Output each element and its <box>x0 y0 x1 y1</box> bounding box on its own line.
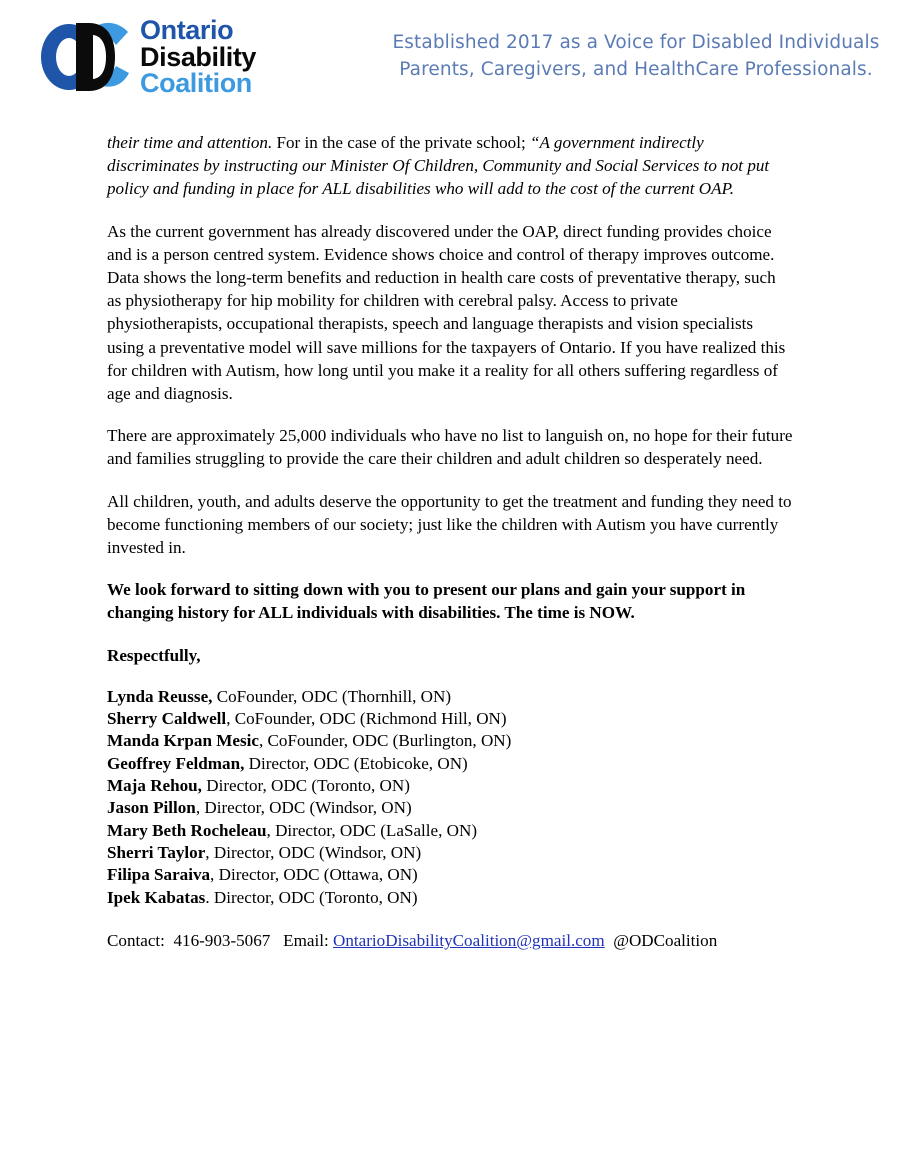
signatory-detail: , CoFounder, ODC (Burlington, ON) <box>258 731 512 751</box>
signatory-name: Jason Pillon <box>107 798 196 818</box>
paragraph-call-to-action: We look forward to sitting down with you to present our plans and gain your support in changing history for ALL individuals with disabilities. The time is NOW. <box>107 580 746 623</box>
signatory-name: Maja Rehou, <box>107 776 202 796</box>
signatory-detail: , Director, ODC (Windsor, ON) <box>205 842 422 862</box>
paragraph-25000-individuals: There are approximately 25,000 individuals who have no list to languish on, no hope for their future and families struggling to provide the care their children and adult children so desperately need. <box>107 426 793 469</box>
contact-line <box>107 929 793 952</box>
signatory-detail: . Director, ODC (Toronto, ON) <box>205 887 418 907</box>
italic-lead-text: their time and attention. <box>107 133 273 152</box>
closing-salutation: Respectfully, <box>107 645 201 665</box>
signatory-name: Manda Krpan Mesic <box>107 731 259 751</box>
signatory-name: Geoffrey Feldman, <box>107 753 245 773</box>
social-handle: @ODCoalition <box>613 930 718 950</box>
italic-quote-text: A government indirectly discriminates by instructing our Minister Of Children, Community and Social Services to not put policy and funding in place for ALL disabilities who will add to the cost of the current OAP. <box>107 133 770 199</box>
quote-open-mark: “ <box>530 133 540 152</box>
odc-wordmark <box>140 15 257 99</box>
paragraph-direct-funding: As the current government has already discovered under the OAP, direct funding provides choice and is a person centred system. Evidence shows choice and control of therapy improves outcome. Data shows the long-term benefits and reduction in health care costs of preventative therapy, such as physiotherapy for hip mobility for children with cerebral palsy. Access to private physiotherapists, occupational therapists, speech and language therapists and vision specialists using a preventative model will save millions for the taxpayers of Ontario. If you have realized this for children with Autism, how long until you make it a reality for all others suffering regardless of age and diagnosis. <box>107 221 786 404</box>
contact-phone: 416-903-5067 <box>173 930 271 950</box>
email-label: Email: <box>283 930 329 950</box>
wordmark-coalition: Coalition <box>140 68 252 99</box>
signatory-detail: Director, ODC (Etobicoke, ON) <box>244 753 468 773</box>
paragraph-all-children: All children, youth, and adults deserve the opportunity to get the treatment and funding they need to become functioning members of our society; just like the children with Autism you have currently invested in. <box>107 491 792 558</box>
list-item <box>107 686 793 708</box>
signatory-detail: CoFounder, ODC (Thornhill, ON) <box>212 686 452 706</box>
list-item <box>107 864 793 886</box>
list-item <box>107 708 793 730</box>
signatory-name: Sherri Taylor <box>107 842 206 862</box>
document-body <box>107 131 793 969</box>
wordmark-ontario: Ontario <box>140 15 234 46</box>
odc-logo <box>36 16 256 98</box>
signatory-detail: , Director, ODC (Ottawa, ON) <box>210 865 418 885</box>
list-item <box>107 775 793 797</box>
signatory-name: Lynda Reusse, <box>107 686 213 706</box>
signatory-name: Mary Beth Rocheleau <box>107 820 267 840</box>
signatory-name: Ipek Kabatas <box>107 887 206 907</box>
tagline-line-2: Parents, Caregivers, and HealthCare Professionals. <box>399 59 873 80</box>
page-header <box>0 0 900 118</box>
signatory-name: Sherry Caldwell <box>107 709 227 729</box>
signatory-detail: Director, ODC (Toronto, ON) <box>201 776 410 796</box>
paragraph-continued-quote <box>107 131 793 201</box>
email-link[interactable]: OntarioDisabilityCoalition@gmail.com <box>333 930 605 950</box>
list-item <box>107 753 793 775</box>
signatory-detail: , Director, ODC (LaSalle, ON) <box>266 820 478 840</box>
signatory-name: Filipa Saraiva <box>107 865 211 885</box>
wordmark-disability: Disability <box>140 41 257 72</box>
contact-label: Contact: <box>107 930 165 950</box>
list-item <box>107 887 793 909</box>
list-item <box>107 797 793 819</box>
signatory-list <box>107 686 793 909</box>
list-item <box>107 842 793 864</box>
roman-middle-text: For in the case of the private school; <box>272 133 530 152</box>
header-tagline <box>386 29 886 83</box>
list-item <box>107 820 793 842</box>
tagline-line-1: Established 2017 as a Voice for Disabled Individuals <box>392 32 880 53</box>
signatory-detail: , Director, ODC (Windsor, ON) <box>195 798 412 818</box>
list-item <box>107 730 793 752</box>
signatory-detail: , CoFounder, ODC (Richmond Hill, ON) <box>226 709 507 729</box>
odc-monogram-icon <box>36 16 134 98</box>
